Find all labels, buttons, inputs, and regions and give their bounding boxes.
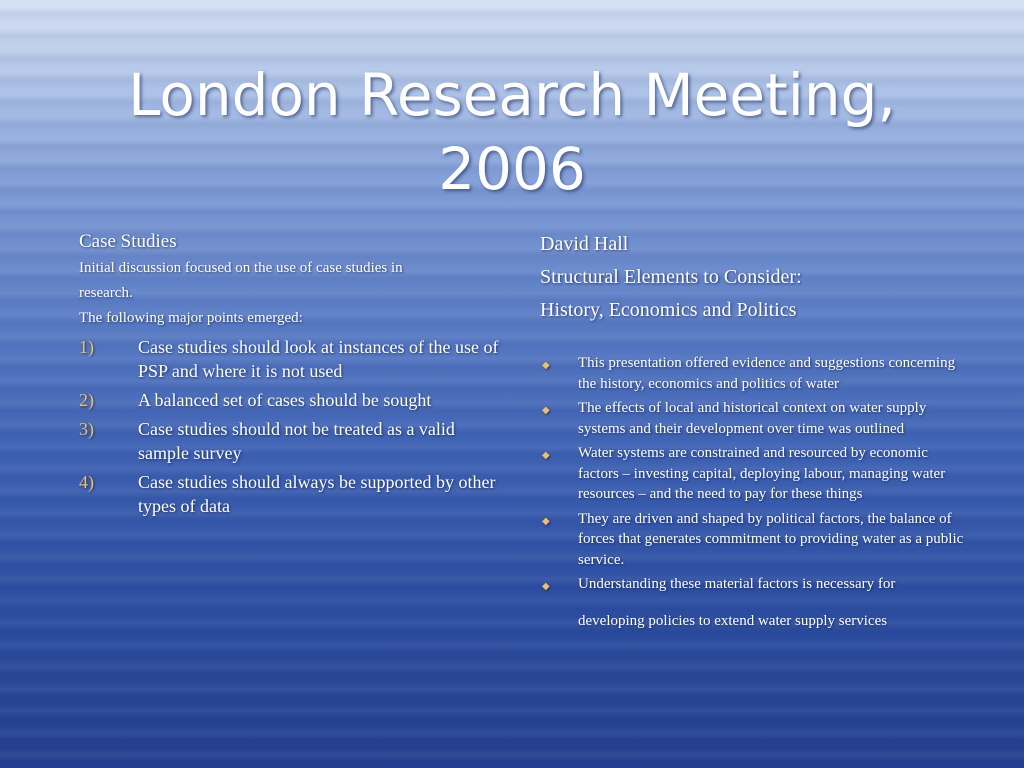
intro-line: research. (79, 285, 133, 301)
bullet-list (540, 353, 970, 631)
item-text: Case studies should look at instances of the use of PSP and where it is not used (138, 337, 499, 381)
author-heading: David Hall (540, 233, 629, 255)
intro-line: Initial discussion focused on the use of case studies in (79, 260, 403, 276)
left-column (79, 228, 509, 523)
right-column (540, 228, 970, 635)
title-line: 2006 (438, 135, 586, 203)
item-text: Case studies should not be treated as a valid sample survey (138, 419, 455, 463)
case-studies-heading: Case Studies (79, 231, 177, 252)
list-item (79, 417, 509, 465)
diamond-bullet-icon: ◆ (542, 405, 550, 416)
diamond-bullet-icon: ◆ (542, 450, 550, 461)
title-line: London Research Meeting, (128, 61, 896, 129)
bullet-item (540, 353, 970, 394)
points-list (79, 335, 509, 518)
item-number: 3) (79, 419, 94, 439)
bullet-item (540, 574, 970, 631)
item-number: 4) (79, 472, 94, 492)
bullet-item (540, 509, 970, 571)
intro-line: The following major points emerged: (79, 310, 303, 326)
bullet-text: developing policies to extend water supply services (578, 612, 888, 629)
item-text: A balanced set of cases should be sought (138, 390, 432, 410)
bullet-text: They are driven and shaped by political factors, the balance of forces that generates commitment to providing water as a public service. (578, 510, 964, 568)
slide-title (60, 58, 964, 206)
diamond-bullet-icon: ◆ (542, 360, 550, 371)
bullet-text: This presentation offered evidence and suggestions concerning the history, economics and politics of water (578, 355, 956, 392)
subheading: Structural Elements to Consider: (540, 266, 802, 288)
item-number: 1) (79, 337, 94, 357)
item-number: 2) (79, 390, 94, 410)
bullet-text: The effects of local and historical context on water supply systems and their development over time was outlined (578, 400, 927, 437)
list-item (79, 388, 509, 412)
diamond-bullet-icon: ◆ (542, 581, 550, 592)
subheading: History, Economics and Politics (540, 299, 797, 321)
diamond-bullet-icon: ◆ (542, 515, 550, 527)
list-item (79, 335, 509, 383)
list-item (79, 470, 509, 518)
bullet-item (540, 443, 970, 505)
bullet-text: Understanding these material factors is necessary for (578, 576, 896, 592)
bullet-item (540, 398, 970, 439)
item-text: Case studies should always be supported by other types of data (138, 472, 496, 516)
bullet-text: Water systems are constrained and resourced by economic factors – investing capital, deploying labour, managing water resources – and the need to pay for these things (578, 445, 946, 502)
